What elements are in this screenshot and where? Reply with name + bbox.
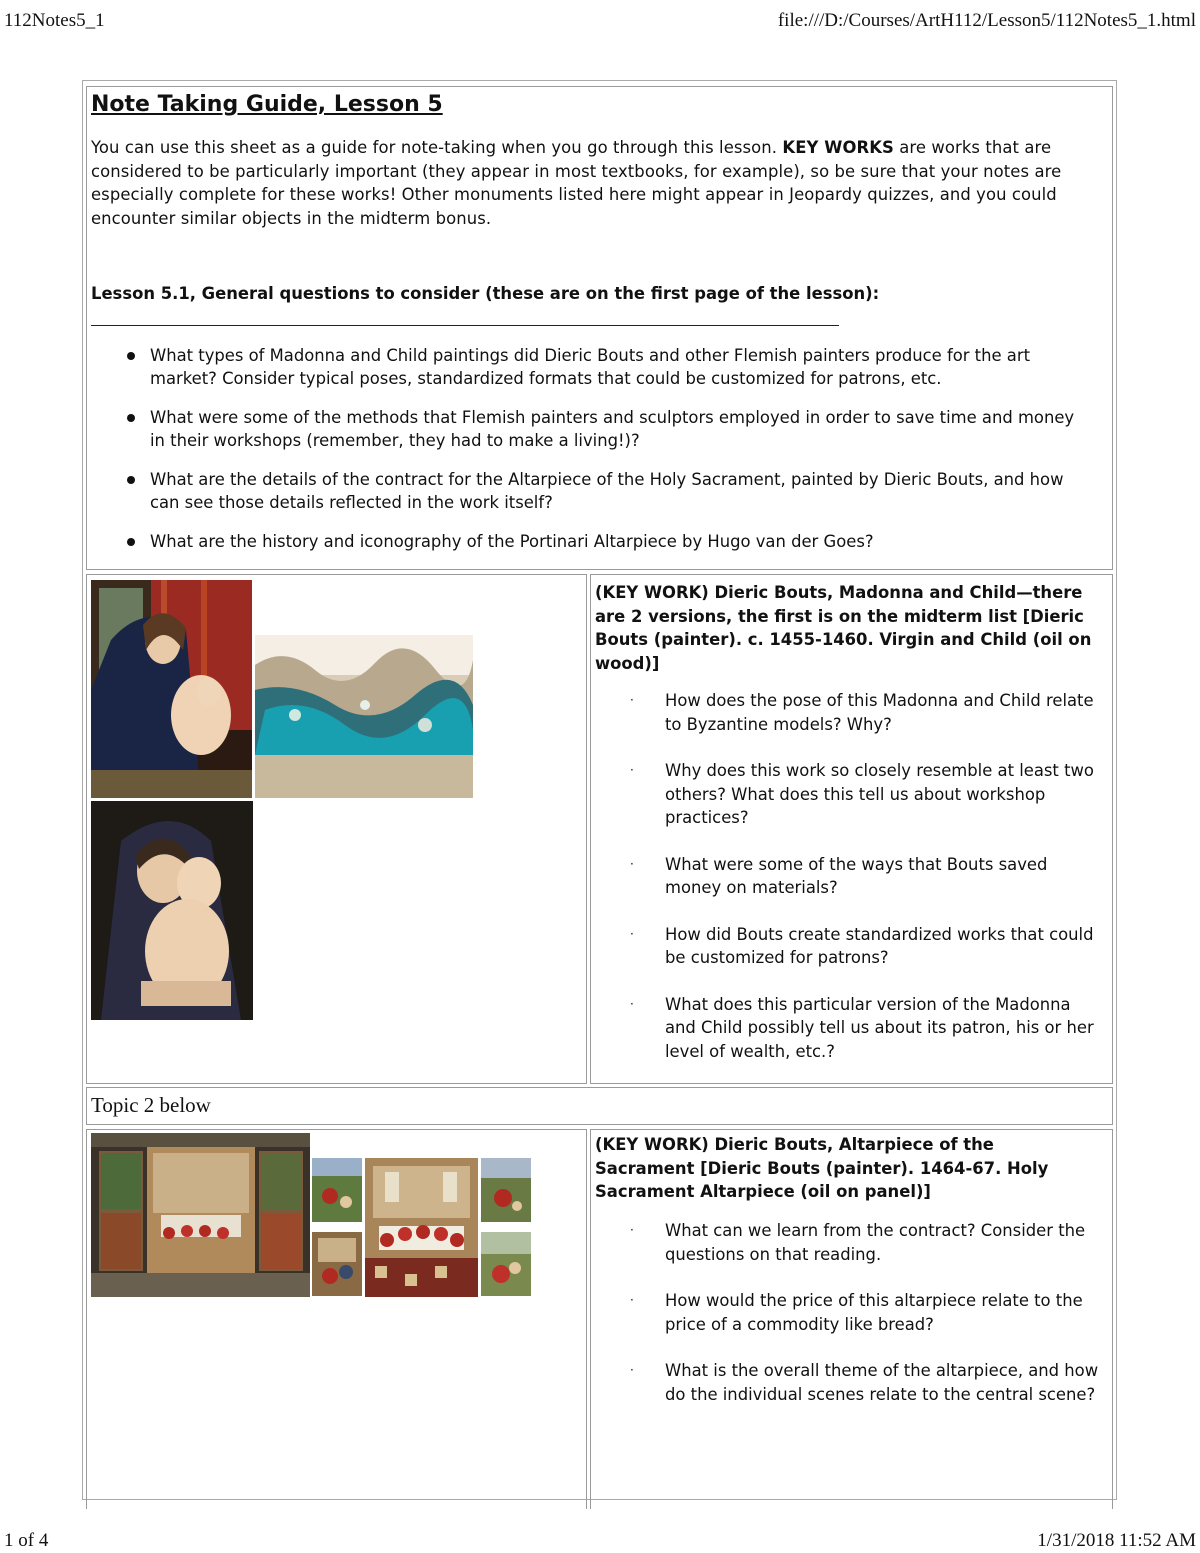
panel-thumb-4	[481, 1232, 531, 1296]
intro-key-works: KEY WORKS	[782, 138, 894, 157]
panel-thumb-1	[312, 1158, 362, 1222]
altarpiece-questions-list	[625, 1219, 1105, 1406]
madonna-nursing-image	[91, 580, 252, 798]
page-name: 112Notes5_1	[4, 10, 105, 31]
list-item: What are the history and iconography of the Portinari Altarpiece by Hugo van der Goes?	[127, 530, 1092, 553]
list-item: What are the details of the contract for the Altarpiece of the Holy Sacrament, painted by Dieric Bouts, and how can see those details reflected in the work itself?	[127, 468, 1092, 514]
print-datetime: 1/31/2018 11:52 AM	[1037, 1530, 1196, 1551]
list-item: · Why does this work so closely resemble at least two others? What does this tell us about workshop practices?	[630, 761, 1094, 827]
bullet-icon	[127, 352, 135, 360]
altarpiece-key-work-title: (KEY WORK) Dieric Bouts, Altarpiece of the Sacrament [Dieric Bouts (painter). 1464-67. Holy Sacrament Altarpiece (oil on panel)]	[595, 1135, 1049, 1201]
intro-text-2: are works that are considered to be particularly important (they appear in most textbooks, for example), so be sure that your notes are especially complete for these works! Other monuments listed here might appear in Jeopardy quizzes, and you could encounter similar objects in the midterm bonus.	[91, 138, 1062, 228]
bullet-icon	[127, 538, 135, 546]
bullet-icon: ·	[630, 1293, 634, 1307]
list-item: · How did Bouts create standardized works that could be customized for patrons?	[630, 924, 1094, 967]
altarpiece-full-image	[91, 1133, 310, 1297]
panel-thumb-3	[481, 1158, 531, 1222]
file-path: file:///D:/Courses/ArtH112/Lesson5/112Notes5_1.html	[777, 10, 1196, 31]
list-item: · How does the pose of this Madonna and Child relate to Byzantine models? Why?	[630, 691, 1094, 734]
bullet-icon: ·	[630, 763, 634, 777]
list-item: · What can we learn from the contract? Consider the questions on that reading.	[630, 1221, 1086, 1264]
list-item: · What is the overall theme of the altarpiece, and how do the individual scenes relate to the central scene?	[630, 1361, 1099, 1404]
bullet-icon: ·	[630, 926, 634, 941]
madonna-kissing-image	[91, 801, 253, 1020]
bullet-icon	[127, 414, 135, 422]
heading-rule	[91, 325, 839, 326]
bullet-icon: ·	[630, 996, 634, 1011]
general-questions-heading: Lesson 5.1, General questions to consider (these are on the first page of the lesson):	[91, 284, 880, 303]
topic-2-cell	[86, 1087, 1113, 1125]
topic-2-label: Topic 2 below	[91, 1093, 211, 1117]
bullet-icon: ·	[630, 1223, 634, 1237]
list-item: · How would the price of this altarpiece relate to the price of a commodity like bread?	[630, 1291, 1083, 1334]
panel-thumb-2	[312, 1232, 362, 1296]
list-item: · What does this particular version of the Madonna and Child possibly tell us about its patron, his or her level of wealth, etc.?	[630, 994, 1094, 1061]
intro-paragraph	[91, 136, 1081, 230]
list-item: What types of Madonna and Child paintings did Dieric Bouts and other Flemish painters produce for the art market? Consider typical poses, standardized formats that could be customized for patrons, etc.	[127, 344, 1092, 390]
bullet-icon: ·	[630, 856, 634, 871]
page-count: 1 of 4	[4, 1530, 49, 1551]
madonna-key-work-title: (KEY WORK) Dieric Bouts, Madonna and Child—there are 2 versions, the first is on the midterm list [Dieric Bouts (painter). c. 1455-1460. Virgin and Child (oil on wood)]	[595, 583, 1092, 673]
list-item: What were some of the methods that Flemish painters and sculptors employed in order to save time and money in their workshops (remember, they had to make a living!)?	[127, 406, 1092, 452]
madonna-detail-image	[255, 635, 473, 798]
last-supper-image	[365, 1158, 478, 1297]
bullet-icon: ·	[630, 693, 634, 707]
intro-text-1: You can use this sheet as a guide for note-taking when you go through this lesson.	[91, 138, 783, 157]
page-title: Note Taking Guide, Lesson 5	[91, 92, 443, 117]
bullet-icon	[127, 476, 135, 484]
bullet-icon: ·	[630, 1363, 634, 1377]
madonna-questions-list	[625, 689, 1105, 1063]
general-questions-list	[127, 344, 1092, 553]
list-item: · What were some of the ways that Bouts saved money on materials?	[630, 854, 1048, 897]
